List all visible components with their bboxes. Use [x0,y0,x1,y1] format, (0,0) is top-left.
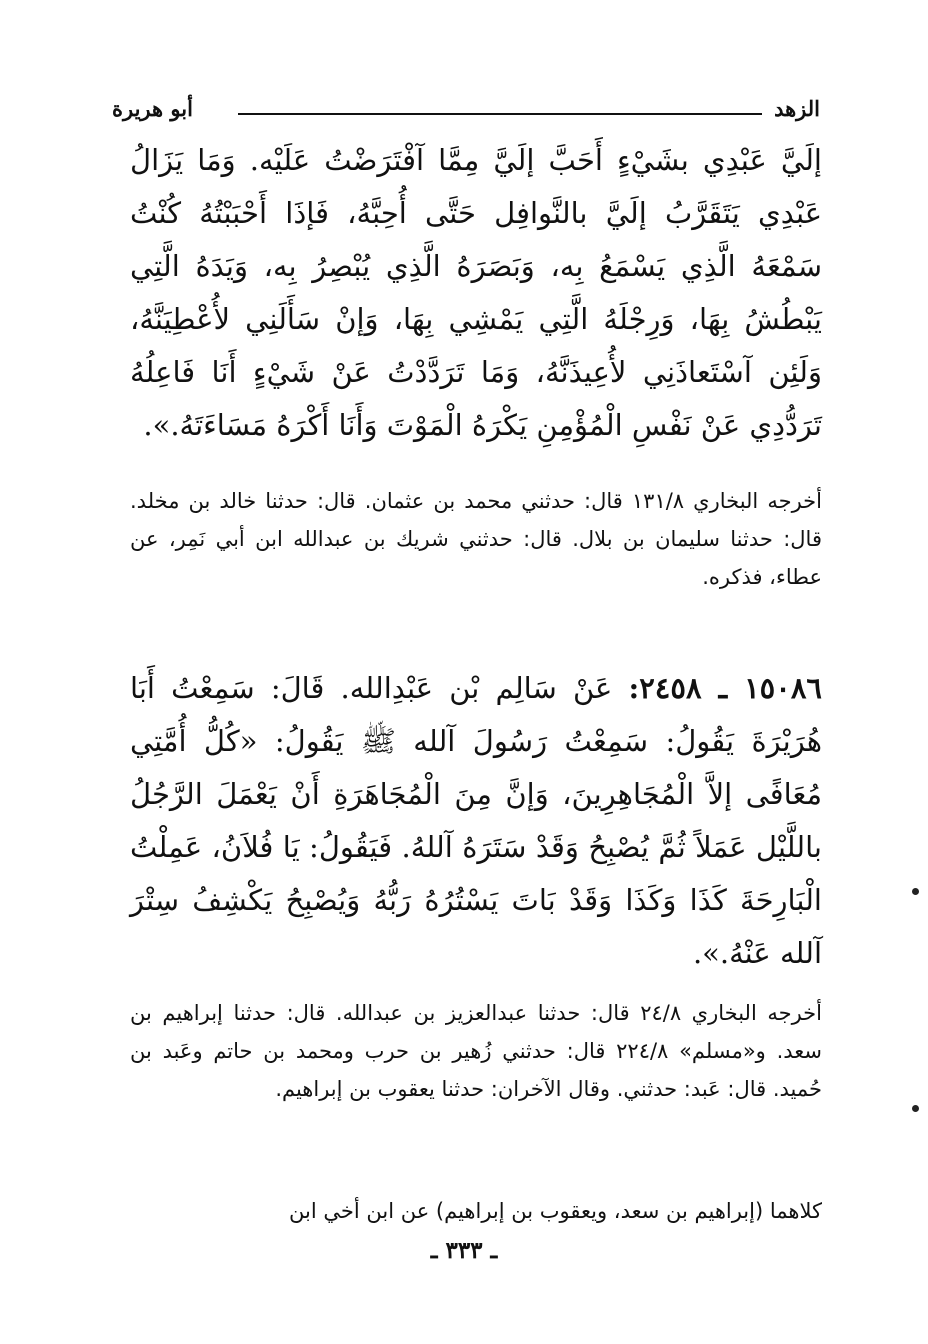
hadith-isnad: عَنْ سَالِم بْن عَبْدِالله. قَالَ: سَمِعْتُ أَبَا هُرَيْرَةَ يَقُولُ: سَمِعْتُ رَسُولَ آلله ﷺ يَقُولُ: [130,671,823,758]
margin-mark [912,1105,919,1112]
book-title: الزهد [774,96,820,121]
takhrij-paragraph: أخرجه البخاري ١٣١/٨ قال: حدثني محمد بن عثمان. قال: حدثنا خالد بن مخلد. قال: حدثنا سليمان بن بلال. قال: حدثني شريك بن عبدالله ابن أبي نَمِر، عن عطاء، فذكره. [130,489,822,589]
hadith-matn: «كُلُّ أُمَّتِي مُعَافًى إلاَّ الْمُجَاهِرِينَ، وَإنَّ مِنَ الْمُجَاهَرَةِ أَنْ يَعْمَلَ الرَّجُلُ باللَّيْل عَمَلاً ثُمَّ يُصْبِحُ وَقَدْ سَتَرَهُ آللهُ. فَيَقُولُ: يَا فُلاَنُ، عَمِلْتُ الْبَارِحَةَ كَذَا وَكَذَا وَقَدْ بَاتَ يَسْتُرُهُ رَبُّهُ وَيُصْبِحُ يَكْشِفُ سِتْرَ آلله عَنْهُ.». [130,724,822,970]
chapter-title: أبو هريرة [112,96,193,121]
hadith-entry [130,662,822,980]
page-number: ـ ٣٣٣ ـ [430,1237,498,1264]
hadith-text-continued: إلَيَّ عَبْدِي بشَيْءٍ أَحَبَّ إلَيَّ مِمَّا آفْتَرَضْتُ عَلَيْه. وَمَا يَزَالُ عَبْدِي يَتَقَرَّبُ إلَيَّ بالنَّوافِل حَتَّى أُحِبَّهُ، فَإذَا أَحْبَبْتُهُ كُنْتُ سَمْعَهُ الَّذِي يَسْمَعُ بِه، وَبَصَرَهُ الَّذِي يُبْصِرُ بِه، وَيَدَهُ الَّتِي يَبْطُشُ بِهَا، وَرِجْلَهُ الَّتِي يَمْشِي بِهَا، وَإنْ سَأَلَنِي لأُعْطِيَنَّهُ، وَلَئِن آسْتَعاذَنِي لأُعِيذَنَّهُ، وَمَا تَرَدَّدْتُ عَنْ شَيْءٍ أَنَا فَاعِلُهُ تَرَدُّدِي عَنْ نَفْسِ الْمُؤْمِنِ يَكْرَهُ الْمَوْتَ وَأَنَا أَكْرَهُ مَسَاءَتَهُ.». [130,143,822,442]
takhrij-paragraph: كلاهما (إبراهيم بن سعد، ويعقوب بن إبراهيم) عن ابن أخي ابن [289,1199,822,1223]
header-rule [238,113,762,115]
takhrij-paragraph: أخرجه البخاري ٢٤/٨ قال: حدثنا عبدالعزيز بن عبدالله. قال: حدثنا إبراهيم بن سعد. و«مسلم» ٢٢٤/٨ قال: حدثني زُهير بن حرب ومحمد بن حاتم وعَبد بن حُميد. قال: عَبد: حدثني. وقال الآخران: حدثنا يعقوب بن إبراهيم. [130,1001,822,1101]
running-header [112,96,820,126]
hadith-number: ١٥٠٨٦ ـ ٢٤٥٨: [628,671,822,705]
margin-mark [912,888,919,895]
